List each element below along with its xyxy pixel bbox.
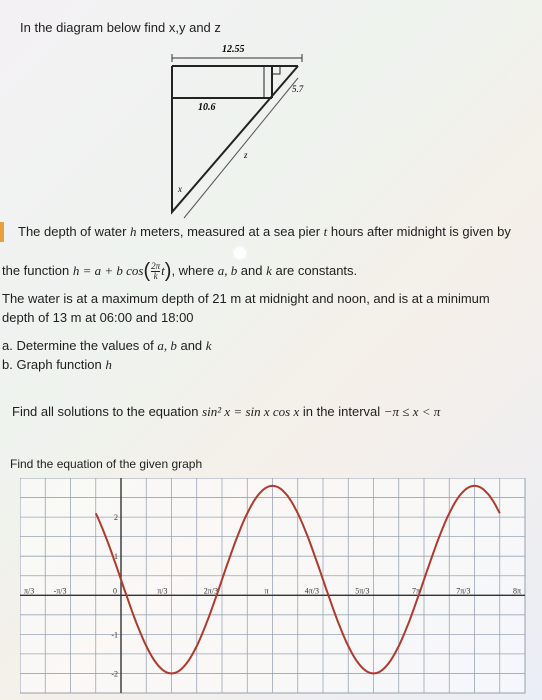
x-tick-label: 0 [113,586,117,596]
x-tick-label: π/3 [157,586,168,596]
x-tick-label: 8π [512,586,521,596]
fraction: $\frac{2\pi}{k}$ [151,261,161,281]
problem2-line1: The depth of water h meters, measured at a sea pier t hours after midnight is given by [18,224,511,239]
label-right: 5.7 [292,84,304,94]
x-tick-label: π [264,586,269,596]
problem2-part-a: a. Determine the values of a, b and k [2,338,212,353]
problem2-line2: the function h = a + b cos( $\frac{2\pi}{k}t$), where a, b and k are constants. [2,260,358,282]
y-tick-label: 2 [114,513,118,523]
problem1-prompt: In the diagram below find x,y and z [20,20,221,35]
sinusoid-graph [20,478,532,698]
problem3: Find all solutions to the equation sin² x = sin x cos x in the interval −π ≤ x < π [12,404,441,419]
y-tick-label: -2 [111,669,118,679]
x-tick-label: 2π/3 [203,586,218,596]
x-tick-label: 5π/3 [355,586,370,596]
glare-dot [234,247,246,259]
problem4-prompt: Find the equation of the given graph [10,457,203,471]
marker-bar [0,222,4,242]
problem2-line3: The water is at a maximum depth of 21 m at midnight and noon, and is at a minimum [2,291,490,306]
triangle-diagram [160,40,310,220]
label-z: z [244,150,248,160]
y-tick-label: -1 [111,630,118,640]
y-tick-label: 1 [114,552,118,562]
triangle-outline [172,66,298,212]
x-tick-label: -π/3 [53,586,67,596]
problem2-part-b: b. Graph function h [2,357,112,372]
x-tick-label: 7π [411,586,420,596]
x-tick-label: 4π/3 [304,586,319,596]
label-x: x [178,184,182,194]
label-mid: 10.6 [198,102,216,113]
problem2-line4: depth of 13 m at 06:00 and 18:00 [2,310,194,325]
label-top: 12.55 [222,44,245,55]
x-tick-label: π/3 [24,586,35,596]
x-tick-label: 7π/3 [456,586,471,596]
